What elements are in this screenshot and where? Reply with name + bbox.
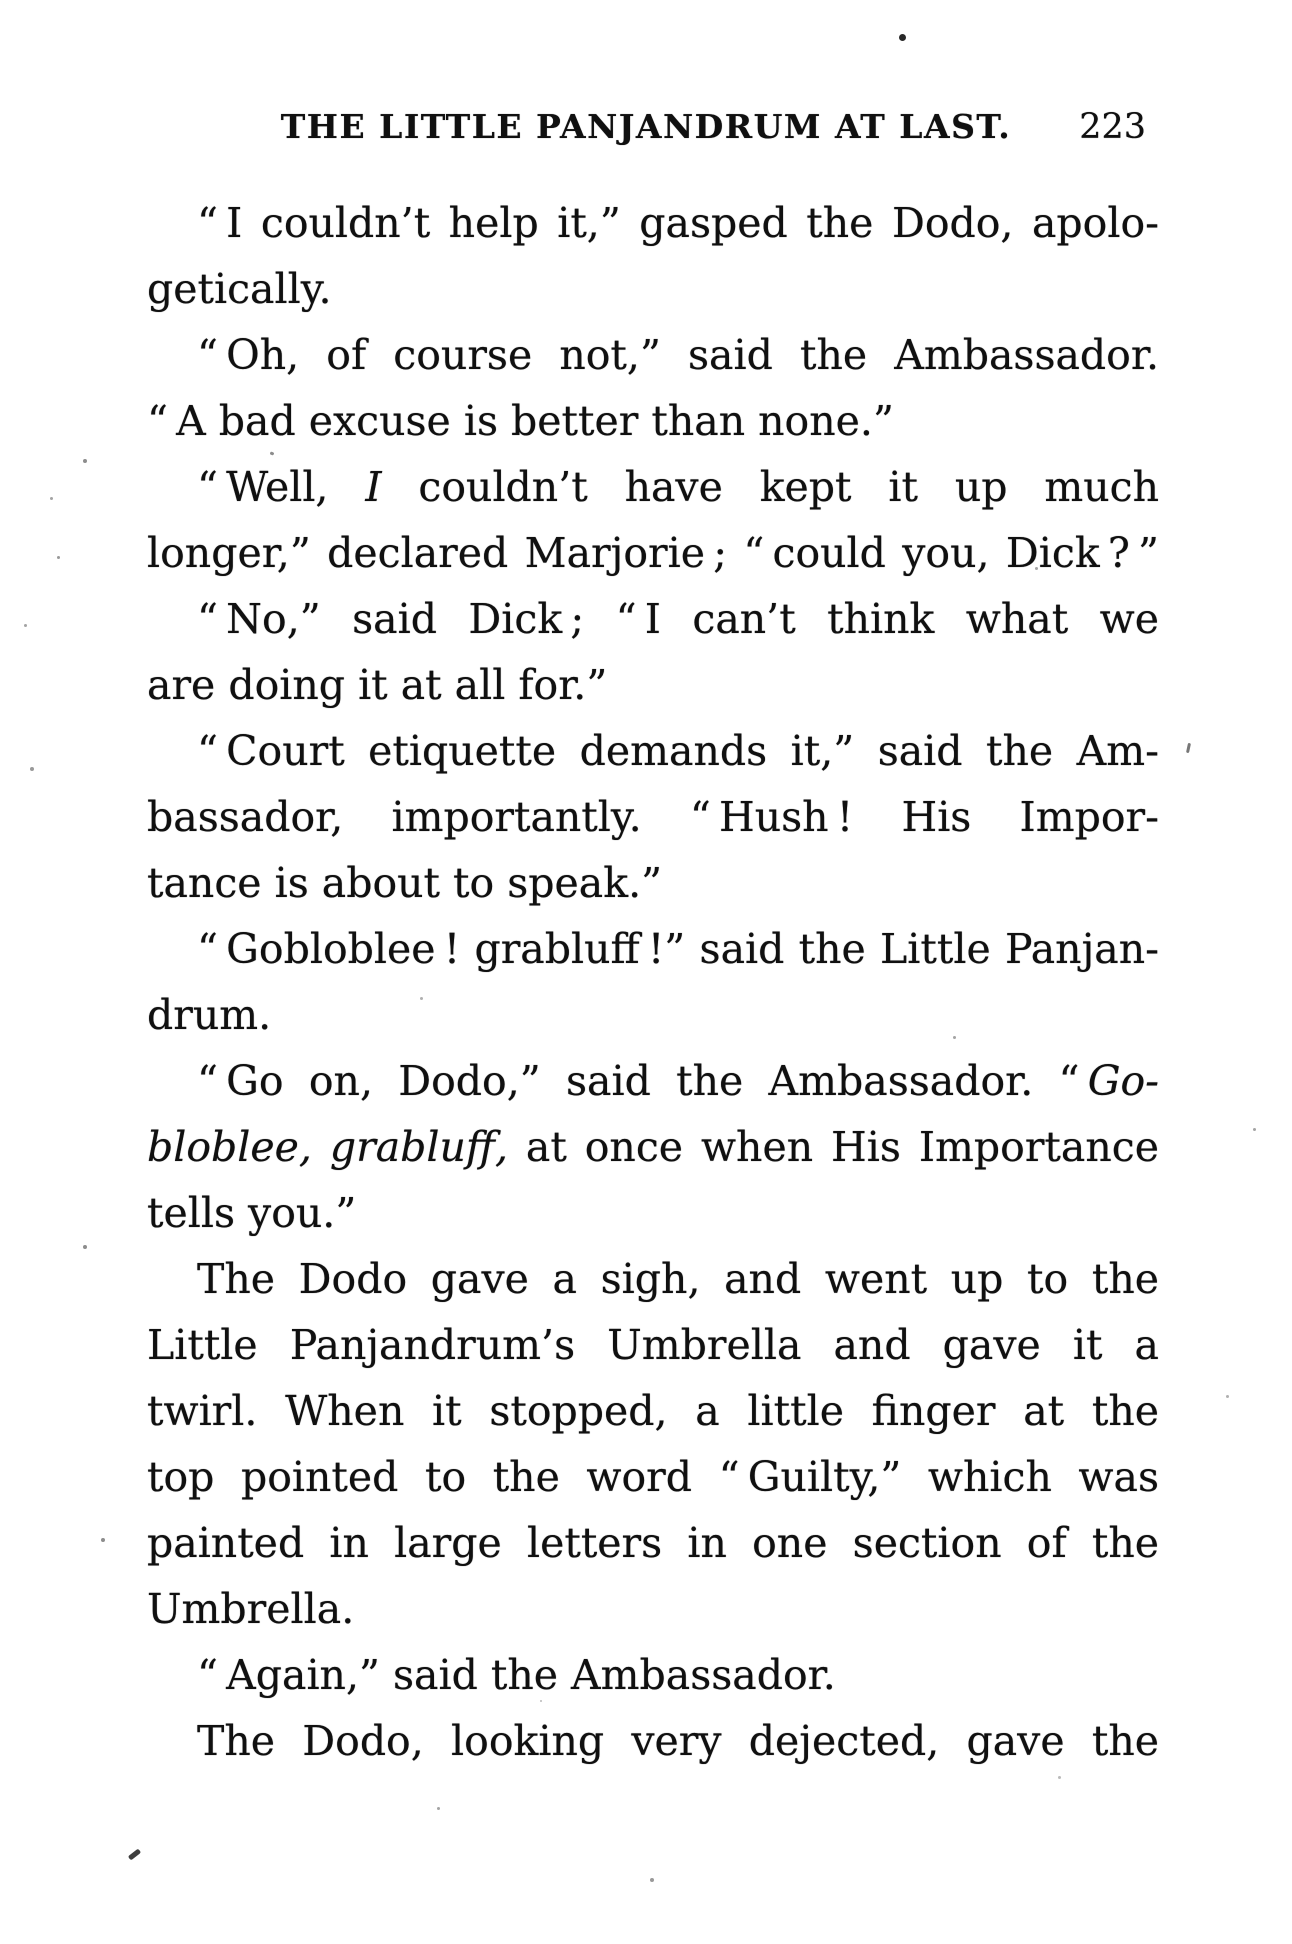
text-segment: tells you.” <box>147 1189 357 1237</box>
page-header <box>0 102 1292 152</box>
scan-speck-artifact <box>437 1807 440 1810</box>
text-line <box>147 916 1159 982</box>
text-segment: “ I couldn’t help it,” gasped the Dodo, apolo- <box>197 199 1159 247</box>
text-line <box>147 1114 1159 1180</box>
text-line <box>147 586 1159 652</box>
scan-speck-artifact <box>1253 1128 1256 1131</box>
text-segment: “ A bad excuse is better than none.” <box>147 397 894 445</box>
text-line <box>147 1510 1159 1576</box>
scan-speck-artifact <box>899 34 906 41</box>
text-line <box>147 520 1159 586</box>
text-line <box>147 652 1159 718</box>
text-line <box>147 1048 1159 1114</box>
text-line <box>147 256 1159 322</box>
scan-speck-artifact <box>420 997 423 1000</box>
italic-text-segment: Go- <box>1087 1057 1159 1105</box>
scan-speck-artifact <box>128 1849 141 1861</box>
scan-speck-artifact <box>650 1878 654 1882</box>
text-segment: getically. <box>147 265 332 313</box>
text-line <box>147 1642 1159 1708</box>
scan-speck-artifact <box>24 624 27 627</box>
text-segment: “ Go on, Dodo,” said the Ambassador. “ <box>197 1057 1088 1105</box>
text-segment: “ No,” said Dick ; “ I can’t think what we <box>197 595 1159 643</box>
scan-speck-artifact <box>1226 1395 1229 1398</box>
scan-speck-artifact <box>953 1036 956 1039</box>
text-line <box>147 850 1159 916</box>
text-segment: “ Oh, of course not,” said the Ambassador. <box>197 331 1159 379</box>
scan-speck-artifact <box>57 556 60 559</box>
text-line <box>147 784 1159 850</box>
text-segment: “ Court etiquette demands it,” said the Am- <box>197 727 1159 775</box>
scan-speck-artifact <box>30 767 34 771</box>
text-segment: twirl. When it stopped, a little finger at the <box>147 1387 1159 1435</box>
text-segment: bassador, importantly. “ Hush ! His Impor- <box>147 793 1159 841</box>
scan-speck-artifact <box>1035 567 1038 570</box>
text-segment: The Dodo, looking very dejected, gave the <box>197 1717 1159 1765</box>
text-segment: at once when His Importance <box>508 1123 1159 1171</box>
text-segment: “ Well, <box>197 463 366 511</box>
scan-speck-artifact <box>83 459 87 463</box>
text-line <box>147 1444 1159 1510</box>
text-segment: drum. <box>147 991 272 1039</box>
text-segment: couldn’t have kept it up much <box>381 463 1159 511</box>
text-segment: tance is about to speak.” <box>147 859 663 907</box>
italic-text-segment: bloblee, grabluff, <box>147 1123 508 1171</box>
text-line <box>147 1378 1159 1444</box>
scan-speck-artifact <box>50 497 53 500</box>
text-segment: “ Gobloblee ! grabluff !” said the Little Panjan- <box>197 925 1159 973</box>
body-text <box>147 190 1159 1774</box>
text-line <box>147 1180 1159 1246</box>
text-segment: Little Panjandrum’s Umbrella and gave it a <box>147 1321 1159 1369</box>
scan-speck-artifact <box>1186 743 1191 753</box>
text-line <box>147 1312 1159 1378</box>
text-segment: painted in large letters in one section of the <box>147 1519 1159 1567</box>
text-segment: longer,” declared Marjorie ; “ could you, Dick ? ” <box>147 529 1159 577</box>
text-line <box>147 1708 1159 1774</box>
italic-text-segment: I <box>365 463 382 511</box>
scan-speck-artifact <box>101 1538 105 1542</box>
text-segment: are doing it at all for.” <box>147 661 608 709</box>
scan-speck-artifact <box>1058 1776 1061 1779</box>
text-segment: Umbrella. <box>147 1585 355 1633</box>
text-segment: The Dodo gave a sigh, and went up to the <box>197 1255 1159 1303</box>
scan-speck-artifact <box>540 1700 542 1702</box>
text-line <box>147 454 1159 520</box>
text-segment: “ Again,” said the Ambassador. <box>197 1651 836 1699</box>
text-line <box>147 388 1159 454</box>
text-line <box>147 190 1159 256</box>
page-number: 223 <box>1079 107 1146 147</box>
scan-speck-artifact <box>83 1245 87 1249</box>
running-title: THE LITTLE PANJANDRUM AT LAST. <box>280 107 1012 146</box>
text-line <box>147 718 1159 784</box>
text-line <box>147 1246 1159 1312</box>
text-line <box>147 982 1159 1048</box>
text-line <box>147 1576 1159 1642</box>
text-line <box>147 322 1159 388</box>
text-segment: top pointed to the word “ Guilty,” which was <box>147 1453 1159 1501</box>
